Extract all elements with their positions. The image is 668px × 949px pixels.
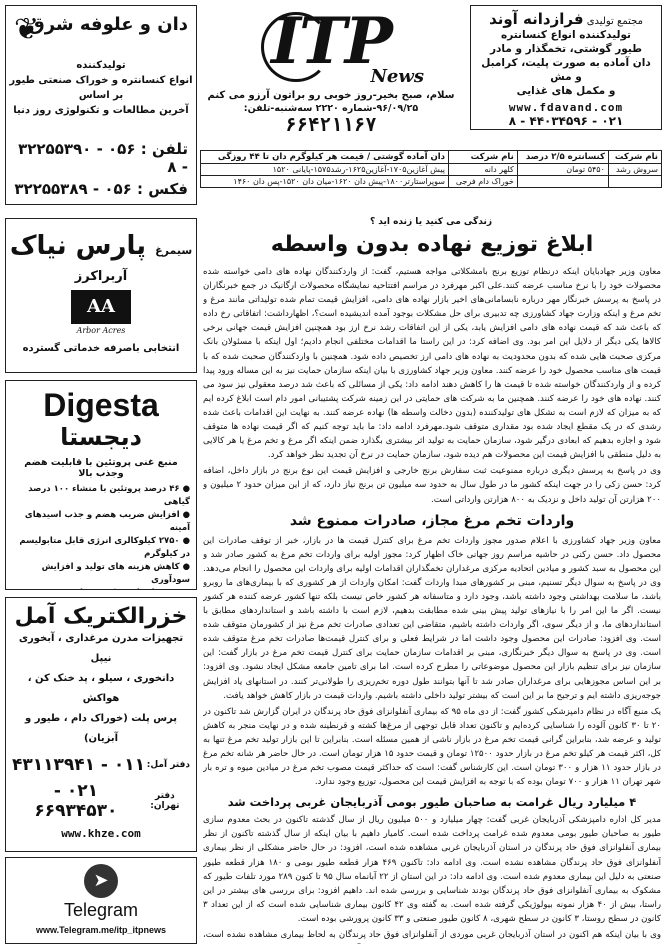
company-heading: مجتمع تولیدی فرازدانه آوند [489, 10, 643, 28]
telegram-icon: ➤ [84, 864, 118, 898]
shargh-title: دان و علوفه شرق ❦ [14, 12, 188, 47]
company-line: و مکمل های غذایی [516, 85, 616, 97]
price-table-caption: زندگی می کنید یا زنده اید ؟ [369, 217, 493, 227]
khazar-line: تجهیزات مدرن مرغداری ، آبخوری نیپل [18, 633, 184, 664]
arbor-acres-logo: AA [71, 290, 131, 324]
masthead-slogan: سلام، صبح بخیر-روز خوبی رو براتون آرزو می کنم [207, 90, 455, 101]
pars-niak-logo: سیمرغ پارس نیاک [9, 231, 193, 261]
article-paragraph: وی در پاسخ به پرسش دیگری درباره ممنوعیت ثبت سفارش برنج خارجی و افزایش قیمت این نوع برنج در بازار داخل، اضافه کرد: حسن زکی را در جهت اینکه کشور ما در طول سال به حدود سه میلیون تن برنج نیاز دارد، که از این میزان حدود ۲ میلیون و ۲۰۰ هزارتن آن تولید داخل و نزدیک به ۸۰۰ هزارتن وارداتی است. [203, 466, 661, 505]
arbor-acres-label: آربراکرز [74, 269, 128, 284]
table-row: سروش رشد ۵۴۵۰ تومان کلهر دانه پیش آغازین۱۷۰۵-آغازین۱۶۲۵-رشد۱۵۷۵-پایانی ۱۵۲۰ [201, 164, 662, 176]
company-line: طیور گوشتی، تخمگذار و مادر [489, 43, 643, 55]
telegram-label: Telegram [63, 900, 139, 920]
shargh-contacts [6, 136, 196, 198]
digesta-logo: Digesta [43, 387, 159, 423]
price-table [200, 150, 662, 188]
masthead-logo: ITP [271, 8, 391, 76]
shargh-description: تولیدکننده انواع کنسانتره و خوراک صنعتی طیور بر اساس آخرین مطالعات و تکنولوژی روز دنیا [9, 60, 193, 116]
ad-digesta[interactable] [5, 380, 197, 590]
list-item: ● کاهش هزینه های تولید و افزایش سودآوری [41, 562, 190, 585]
khazar-line: پرس پلت (خوراک دام ، طیور و آبزیان) [25, 713, 177, 744]
company-name: فرازدانه آوند [489, 10, 584, 28]
masthead-phone: ۶۶۴۲۱۱۶۷ [285, 114, 377, 136]
table-row: خوراک دام فرجی سوپراستارتر۱۸۰۰-پیش دان ۱۶۲۰-میان دان ۱۵۲۰-پس دان ۱۴۶۰ [201, 176, 662, 188]
shargh-fax: فکس : ۰۵۶ - ۳۲۲۵۵۳۸۹ [14, 180, 188, 198]
wheat-icon: ❦ [14, 12, 40, 47]
list-item: ● ۲۷۵۰ کیلوکالری انرژی قابل متابولیسم در کیلوگرم [19, 536, 190, 559]
article-paragraph: یک منبع آگاه در نظام دامپزشکی کشور گفت: از دی ماه ۹۵ که بیماری آنفلوانزای فوق حاد پرندگان در ایران گزارش شد تاکنون در ۲۰ تا ۳۰ کانون آلوده را شناسایی کرده‌ایم و تاکنون تعداد قابل توجهی از مرغ‌ها کشته و قرنطینه شده و در نهایت منجر به کاهش تولید و عرضه شد، بنابراین گرانی قیمت تخم مرغ در بازار ناشی از همین مسئله است. بنابراین تا این بازار تولید تخم مرغ تنها به کل، اکثر قیمت هر کیلو تخم مرغ در بازار حدود ۱۲۵۰۰ تومان و قیمت حدود ۱۵ هزار تومان است. در حال حاضر هر شانه تخم مرغ در بازار حدود ۱۱ هزار و ۳۰۰ تومان است. این کارشناس گفت: است که حداکثر قیمت مصوب تخم مرغ در میادین میوه و تره بار شهر تهران ۱۱ هزار و ۷۰۰ تومان بوده که با توجه به افزایش قیمت این محصول، توزیع وجود ندارد. [203, 706, 661, 788]
article-title: واردات تخم مرغ مجاز، صادرات ممنوع شد [289, 512, 575, 529]
company-ad-fdavand [470, 5, 662, 130]
ad-pars-niak[interactable] [5, 218, 197, 373]
khazar-line: دانخوری ، سیلو ، پد خنک کن ، هواکش [27, 673, 175, 704]
company-ad-shargh [5, 5, 197, 205]
arbor-acres-sub: Arbor Acres [76, 326, 126, 335]
khazar-phone-amol: دفتر آمل: ۰۱۱ - ۴۳۱۱۳۹۴۱ [12, 755, 190, 775]
digesta-subtitle: منبع غنی پروتئین با قابلیت هضم وجذب بالا [24, 457, 178, 479]
company-phone: ۰۲۱ - ۴۴۰۳۴۵۹۶ - ۸ [508, 114, 624, 128]
article-title: ۴ میلیارد ریال غرامت به صاحبان طیور بومی آذربایجان غربی پرداخت شد [227, 795, 637, 810]
masthead [200, 4, 462, 136]
khazar-title: خزرالکتریک آمل [14, 604, 188, 629]
telegram-channel[interactable] [5, 857, 197, 944]
shargh-tel: تلفن : ۰۵۶ - ۳۲۲۵۵۳۹۰ - ۸ [18, 140, 188, 176]
khazar-phone-tehran: دفتر تهران: ۰۲۱ - ۶۶۹۳۴۵۳۰ [34, 781, 180, 821]
list-item [12, 587, 190, 590]
digesta-logo-fa: دیجستا [60, 423, 142, 451]
company-line: دان آماده به صورت پلیت، کرامبل و مش [481, 57, 651, 83]
masthead-news: News [370, 66, 424, 87]
article-paragraph: مدیر کل اداره دامپزشکی آذربایجان غربی گفت: چهار میلیارد و ۵۰۰ میلیون ریال از سال گذشته تاکنون در بحث معدوم سازی طیور به صاحبان طیور بومی معدوم شده غرامت پرداخت شده است. کامیار داهیم با بیان اینکه از سال گذشته تاکنون از نظر بیماری آنفلوانزای فوق حاد پرندگان در استان آذربایجان غربی مشاهده شده است، افزود: در حال حاضر مشکلی از نظر بیماری آنفلوانزای فوق حاد پرندگان مشاهده نشده است. وی ادامه داد: تاکنون ۴۶۹ هزار قطعه طیور بومی و ۱۸۰ هزار قطعه طیور صنعتی به دلیل این بیماری معدوم شده است. وی ادامه داد: در این استان از ۲۲ آبانماه سال ۹۵ تا کنون ۲۸۹ مورد تلفات طیور که مشکوک به بیماری آنفلوانزای فوق حاد پرندگان بودند شناسایی و بررسی شده اند. داهیم افزود: برای بررسی های بیشتر در این راستا، بیش از ۴۰ هزار نمونه بیولوژیکی گرفته شده است. به گفته وی ۴۲ کانون بیماری شناسایی شده است که از این تعداد ۳ کانون در سطح روستا، ۳ کانون در سطح شهری، ۸ کانون طیور صنعتی و ۳۳ کانون پرورشی بوده است. [203, 815, 661, 924]
khazar-website[interactable]: www.khze.com [61, 827, 141, 840]
article-paragraph: وی با بیان اینکه هم اکنون در استان آذربایجان غربی موردی از آنفلوانزای فوق حاد پرندگان به لحاظ بیماری مشاهده نشده است، [203, 930, 661, 941]
article-title: ابلاغ توزیع نهاده بدون واسطه [270, 232, 594, 257]
list-item: ● ۴۶ درصد پروتئین با منشاء ۱۰۰ درصد گیاهی [28, 484, 190, 507]
list-item: ● افزایش ضریب هضم و جذب اسیدهای آمینه [24, 510, 190, 533]
company-website[interactable]: www.fdavand.com [508, 101, 624, 114]
logo-ring-icon [261, 12, 331, 82]
price-table-header: نام شرکت کنسانتره ۲/۵ درصد نام شرکت دان آماده گوشتی / قیمت هر کیلوگرم دان تا ۴۴ روزگی [201, 151, 662, 164]
article-paragraph: معاون وزیر جهاد کشاورزی با اعلام صدور مجوز واردات تخم مرغ برای کنترل قیمت ها در بازار، خبر از توقف صادرات این محصول داد. حسن رکنی در حاشیه مراسم روز جهانی خاک اظهار کرد: مجوز اولیه برای واردات تخم مرغ به کشور صادر شد و این محصول به سبد کشور و میادین اتحادیه مرکزی مرغداران تخمگذاران اقدامات اولیه برای واردات این محصول را انجام می‌دهد. وی در پاسخ به سوال دیگر تسنیم، مبنی بر کشورهای مبدا واردات گفت: امکان واردات از هر کشوری که با بیماری‌های ما روبرو باشد، ما سلامت بهداشتی وجود داشته باشد، وجود دارد و متاسفانه هر کشور خاص نیست بلکه تنها کشور عرضه کننده هر کشور نیست. اگر ما این امر را با نیازهای تولید پیش بینی شده مطابقت بدهیم، لازم است با داشته باشد و استانداردهای مطابق با استانداردهای ما، و از دیگر سوی، اگر واردات داشته باشیم، متقاضی این تعدادی صادرات تخم مرغ نیز از کشورمان متوقف شده است. وی افزود: صادرات این محصول وجود داشت اما در شرایط فعلی و برای کنترل قیمت‌ها صادرات تخم مرغ متوقف شده است. وی در پاسخ به سوال دیگر خبرنگاری، مبنی بر اقدامات سازمان حمایت برای کنترل قیمت تخم مرغ در بازار گفت: این سازمان نیز برای تنظیم بازار این محصول موضوعاتی را مطرح کرده است. اما برای تامین جامعه مشکل ایجاد نشود. وی افزود: بر این اساس مجوزهایی برای مرغداران صادر شد تا آنها بتوانند طول دوره تخم‌ریزی را طولانی‌تر کنند. در استانهای یاد افزایش جوجه‌ریزی داشته ایم و ترجیح ما بر این است که بیشتر تولید داخلی داشته باشیم. واردات قیمت در بازار کاهش خواهد یافت. [203, 535, 661, 701]
company-line: تولیدکننده انواع کنسانتره [501, 29, 631, 41]
telegram-link[interactable]: www.Telegram.me/itp_itpnews [35, 925, 167, 935]
main-articles [203, 230, 661, 944]
masthead-issue: ۹۶/۰۹/۲۵-شماره ۲۲۲۰ سه‌شنبه-تلفن: ۶۶۴۲۱۱۶۷ [243, 103, 419, 136]
digesta-features [12, 483, 190, 590]
pars-niak-motto: انتخابی باصرفه خدماتی گسترده [22, 343, 180, 354]
ad-khazar-electric[interactable] [5, 597, 197, 852]
article-paragraph: معاون وزیر جهادبایان اینکه درنظام توزیع برنج بامشکلاتی مواجه هستیم، گفت: از واردکنندگان نهاده های دامی خواسته شده محصولات خود را با نرخ مناسب عرضه کنند.علی اکبر مهرفرد در مراسم افتتاحیه نمایشگاه محصولات ارگانیک در جمع خبرنگاران در پاسخ به پرسش خبرنگار مهر درباره نابسامانی‌های اخیر بازار نهاده های دامی، افزایش قیمت تمام شده تولیداتی مانند مرغ و تخم مرغ و اینکه وزارت جهاد کشاورزی چه تدبیری برای حل مشکلات بوجود آمده اندیشیده است؟، اظهارداشت: اتفاقاتی رخ داده که باعث شد که قیمت نهاده های دامی افزایش یابد، یکی از این اتفاقات رشد نرخ ارز بود همچنین افزایش قیمت جهانی برخی کالاها یکی دیگر از دلایل این امر بود. وی اضافه کرد: در این راستا ما اقدامات مختلفی انجام دادیم؛ اول اینکه با مسئولان بانک مرکزی صحبت هایی شده که بدون محدودیت به نهاده های دامی ارز تخصیص داده شود. همچنین با واردکنندگان صحبت شده که با قیمت های مناسب محصول خود را عرضه کنند. معاون وزیر جهاد کشاورزی با بیان اینکه سازمان حمایت نیز به این مساله ورود پیدا کرده و از واردکنندگان خواسته شده تا قیمت ها را کاهش دهند ادامه داد: یکی از مسائلی که باعث شد درصد معقولی نیز سود می کنند. نهاده های خود را عرضه کنند. همچنین ما به شرکت های حمایتی در این زمینه شرکت پشتیبانی امور دام است ابلاغ کرده ایم که به میزان که لازم است به تشکل های تولیدکننده (بدون دخالت واسطه ها) نهاده عرضه کنند. به نهایت این اقدامات باعث شده رشدی که در یک مقطع ایجاد شده بود مقداری متوقف شود.مهرفرد ادامه داد: ما باید توجه کنیم که اگر قیمت نهاده ها متوقف شود و اجازه بدهیم که ابعادی درگیر شود، سازمان حمایت به تولید اثر بیشتری بگذارد ضمن اینکه اگر مرغ و تخم مرغ یا هر کالایی به دلیل منطقی با افزایش قیمت این محصولات هم دیده شود، سازمان حمایت در نرخ آن تجدید نظر خواهد کرد. [203, 267, 661, 461]
